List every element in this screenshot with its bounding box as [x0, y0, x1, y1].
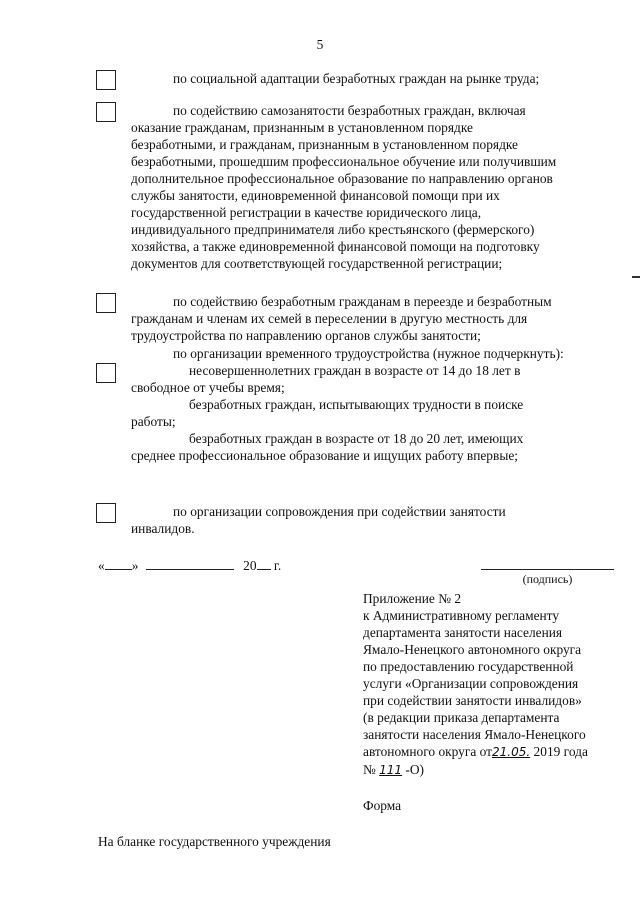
scan-edge-mark	[632, 276, 640, 278]
item-line: трудоустройства по направлению органов службы занятости;	[131, 328, 481, 343]
year-suffix: г.	[273, 558, 282, 573]
appendix-line: Приложение № 2	[363, 591, 462, 606]
handwritten-number: 111	[379, 763, 403, 777]
appendix-date-prefix: автономного округа от	[363, 744, 493, 759]
item-temporary-employment	[131, 345, 612, 464]
item-heading: по организации временного трудоустройства (нужное подчеркнуть):	[173, 346, 564, 361]
date-line	[98, 557, 281, 574]
appendix-line: департамента занятости населения	[363, 625, 563, 640]
appendix-date-suffix: 2019 года	[533, 744, 588, 759]
letterhead-note: На бланке государственного учреждения	[98, 834, 331, 849]
subitem-line: безработных граждан в возрасте от 18 до 20 лет, имеющих	[189, 431, 524, 446]
form-label: Форма	[363, 798, 402, 813]
close-quote: »	[131, 558, 139, 573]
appendix-number-prefix: №	[363, 762, 376, 777]
item-line: инвалидов.	[131, 521, 195, 536]
item-disability-support	[131, 503, 612, 537]
checkbox-social-adaptation[interactable]	[96, 70, 116, 90]
year-field[interactable]	[257, 557, 271, 570]
signature-caption: (подпись)	[522, 572, 573, 586]
item-line: государственной регистрации в качестве юридического лица,	[131, 205, 482, 220]
appendix-date-line	[363, 743, 623, 761]
century-label: 20	[243, 558, 257, 573]
appendix-line: Ямало-Ненецкого автономного округа	[363, 642, 582, 657]
item-line: хозяйства, а также единовременной финансовой помощи на подготовку	[131, 239, 540, 254]
subitem-line: безработных граждан, испытывающих трудности в поиске	[189, 397, 524, 412]
checkbox-self-employment[interactable]	[96, 102, 116, 122]
day-field[interactable]	[105, 557, 132, 570]
appendix-block	[363, 590, 623, 779]
item-line: дополнительное профессиональное образование по направлению органов	[131, 171, 553, 186]
appendix-line: к Административному регламенту	[363, 608, 560, 623]
handwritten-date: 21.05.	[492, 745, 531, 759]
subitem-line: свободное от учебы время;	[131, 380, 285, 395]
appendix-number-line	[363, 761, 623, 779]
appendix-line: по предоставлению государственной	[363, 659, 574, 674]
checkbox-relocation[interactable]	[96, 293, 116, 313]
subitem-line: среднее профессиональное образование и ищущих работу впервые;	[131, 448, 518, 463]
item-line: индивидуального предпринимателя либо крестьянского (фермерского)	[131, 222, 535, 237]
item-line: службы занятости, единовременной финансовой помощи при их	[131, 188, 500, 203]
appendix-number-suffix: -О)	[405, 762, 424, 777]
appendix-line: занятости населения Ямало-Ненецкого	[363, 727, 586, 742]
item-line: документов для соответствующей государственной регистрации;	[131, 256, 503, 271]
appendix-line: при содействии занятости инвалидов»	[363, 693, 582, 708]
open-quote: «	[98, 558, 105, 573]
item-line: гражданам и членам их семей в переселении в другую местность для	[131, 311, 528, 326]
item-line: по организации сопровождения при содействии занятости	[173, 504, 506, 519]
item-line: по содействию безработным гражданам в переезде и безработным	[173, 294, 552, 309]
checkbox-temporary-employment[interactable]	[96, 363, 116, 383]
item-relocation	[131, 293, 612, 344]
subitem-line: работы;	[131, 414, 176, 429]
checkbox-disability-support[interactable]	[96, 503, 116, 523]
appendix-line: услуги «Организации сопровождения	[363, 676, 579, 691]
subitem-line: несовершеннолетних граждан в возрасте от 14 до 18 лет в	[189, 363, 521, 378]
item-line: безработными, прошедшим профессиональное обучение или получившим	[131, 154, 557, 169]
item-line: по содействию самозанятости безработных граждан, включая	[173, 103, 526, 118]
page-number: 5	[316, 37, 324, 52]
item-social-adaptation	[131, 70, 612, 87]
signature-field[interactable]	[481, 569, 614, 570]
item-self-employment	[131, 102, 612, 272]
item-line: оказание гражданам, признанным в установленном порядке	[131, 120, 473, 135]
month-field[interactable]	[146, 557, 234, 570]
appendix-line: (в редакции приказа департамента	[363, 710, 560, 725]
item-line: по социальной адаптации безработных граждан на рынке труда;	[173, 71, 540, 86]
item-line: безработными, и гражданам, признанным в установленном порядке	[131, 137, 519, 152]
